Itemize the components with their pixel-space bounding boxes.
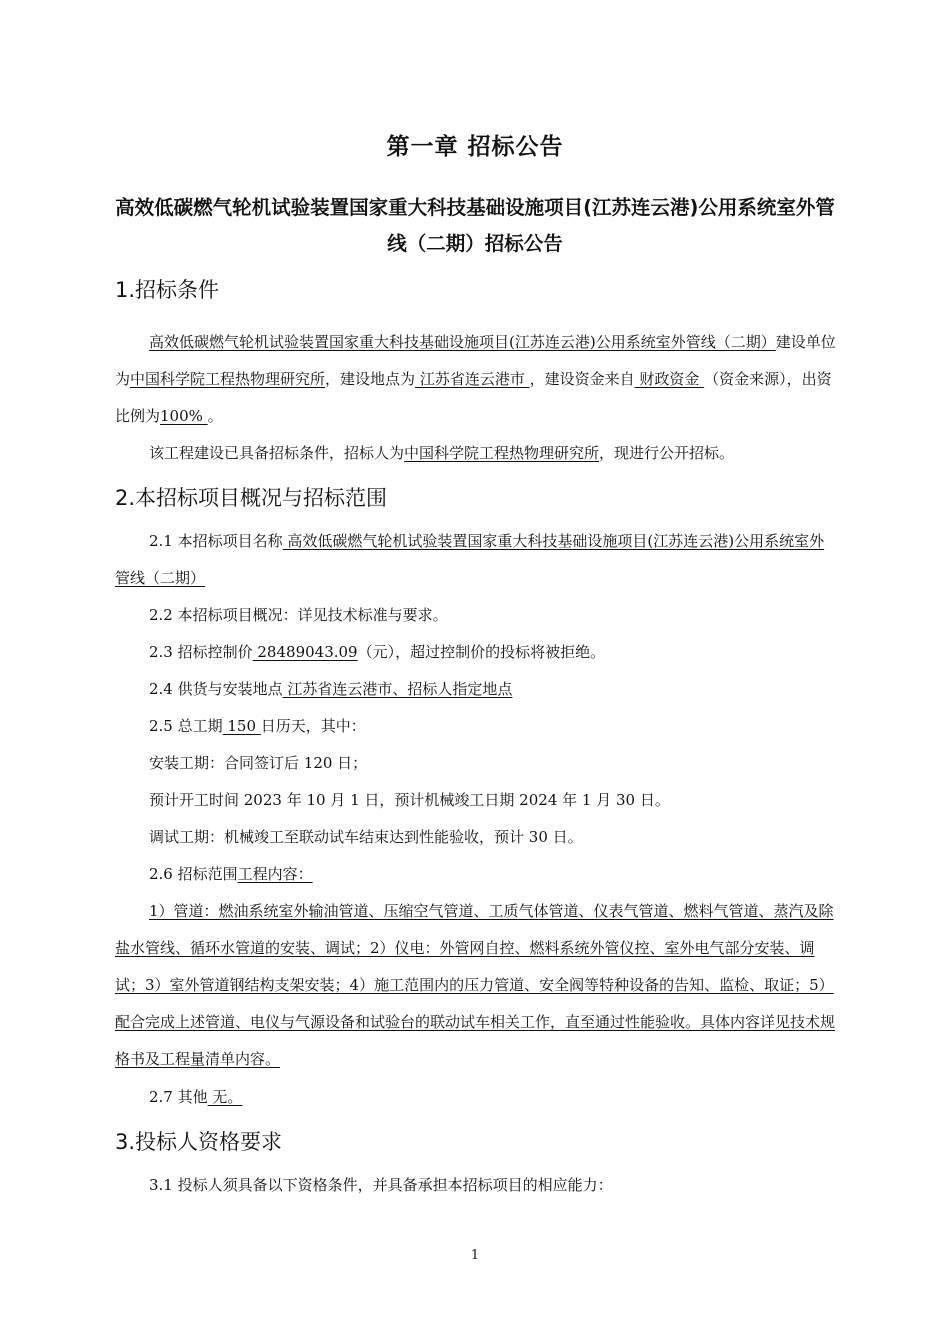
page-number: 1 <box>470 1248 480 1263</box>
tender-conditions-paragraph: 高效低碳燃气轮机试验装置国家重大科技基础设施项目(江苏连云港)公用系统室外管线（二期）建设单位为中国科学院工程热物理研究所，建设地点为 江苏省连云港市 ，建设资金来自 财政资金 （资金来源），出资比例为100% 。 <box>115 333 836 425</box>
tender-project-name: 高效低碳燃气轮机试验装置国家重大科技基础设施项目(江苏连云港)公用系统室外管线（二期） <box>115 532 825 587</box>
project-name: 高效低碳燃气轮机试验装置国家重大科技基础设施项目(江苏连云港)公用系统室外管线（二期） <box>149 333 776 351</box>
item-2-3: 2.3 招标控制价 28489043.09（元），超过控制价的投标将被拒绝。 <box>149 643 606 661</box>
item-2-1: 2.1 本招标项目名称 高效低碳燃气轮机试验装置国家重大科技基础设施项目(江苏连云港)公用系统室外管线（二期） <box>115 532 825 587</box>
other-value: 无。 <box>207 1088 243 1106</box>
scope-content: 1）管道：燃油系统室外输油管道、压缩空气管道、工质气体管道、仪表气管道、燃料气管道、蒸汽及除盐水管线、循环水管道的安装、调试；2）仪电：外管网自控、燃料系统外管仪控、室外电气部分安装、调试；3）室外管道钢结构支架安装；4）施工范围内的压力管道、安全阀等特种设备的告知、监检、取证；5）配合完成上述管道、电仪与气源设备和试验台的联动试车相关工作，直至通过性能验收。具体内容详见技术规格书及工程量清单内容。 <box>115 902 836 1068</box>
document-title: 高效低碳燃气轮机试验装置国家重大科技基础设施项目(江苏连云港)公用系统室外管线（二期）招标公告 <box>115 196 835 255</box>
tenderer-paragraph: 该工程建设已具备招标条件，招标人为中国科学院工程热物理研究所，现进行公开招标。 <box>149 444 735 462</box>
scope-paragraph <box>115 893 837 1078</box>
item-2-6: 2.6 招标范围工程内容： <box>149 865 313 883</box>
scope-label: 工程内容： <box>237 865 313 883</box>
total-duration: 150 <box>222 717 261 735</box>
item-2-5: 2.5 总工期 150 日历天，其中： <box>149 717 366 735</box>
tenderer-name: 中国科学院工程热物理研究所 <box>404 444 600 462</box>
item-3-1: 3.1 投标人须具备以下资格条件，并具备承担本招标项目的相应能力： <box>149 1176 613 1194</box>
funding-ratio: 100% <box>160 407 208 425</box>
section-3-heading: 3.投标人资格要求 <box>115 1130 283 1154</box>
section-1-heading: 1.招标条件 <box>115 278 220 302</box>
section-2-heading: 2.本招标项目概况与招标范围 <box>115 486 388 510</box>
item-2-2: 2.2 本招标项目概况：详见技术标准与要求。 <box>149 606 448 624</box>
debug-period: 调试工期：机械竣工至联动试车结束达到性能验收，预计 30 日。 <box>149 828 583 846</box>
delivery-location: 江苏省连云港市、招标人指定地点 <box>282 680 513 698</box>
fund-source: 财政资金 <box>634 370 705 388</box>
item-2-4: 2.4 供货与安装地点 江苏省连云港市、招标人指定地点 <box>149 680 513 698</box>
chapter-title: 第一章 招标公告 <box>386 134 564 160</box>
item-2-7: 2.7 其他 无。 <box>149 1088 243 1106</box>
install-period: 安装工期：合同签订后 120 日； <box>149 754 368 772</box>
construction-location: 江苏省连云港市 <box>415 370 530 388</box>
construction-owner: 中国科学院工程热物理研究所 <box>130 370 326 388</box>
control-price: 28489043.09 <box>252 643 358 661</box>
schedule-dates: 预计开工时间 2023 年 10 月 1 日，预计机械竣工日期 2024 年 1 月 30 日。 <box>149 791 670 809</box>
